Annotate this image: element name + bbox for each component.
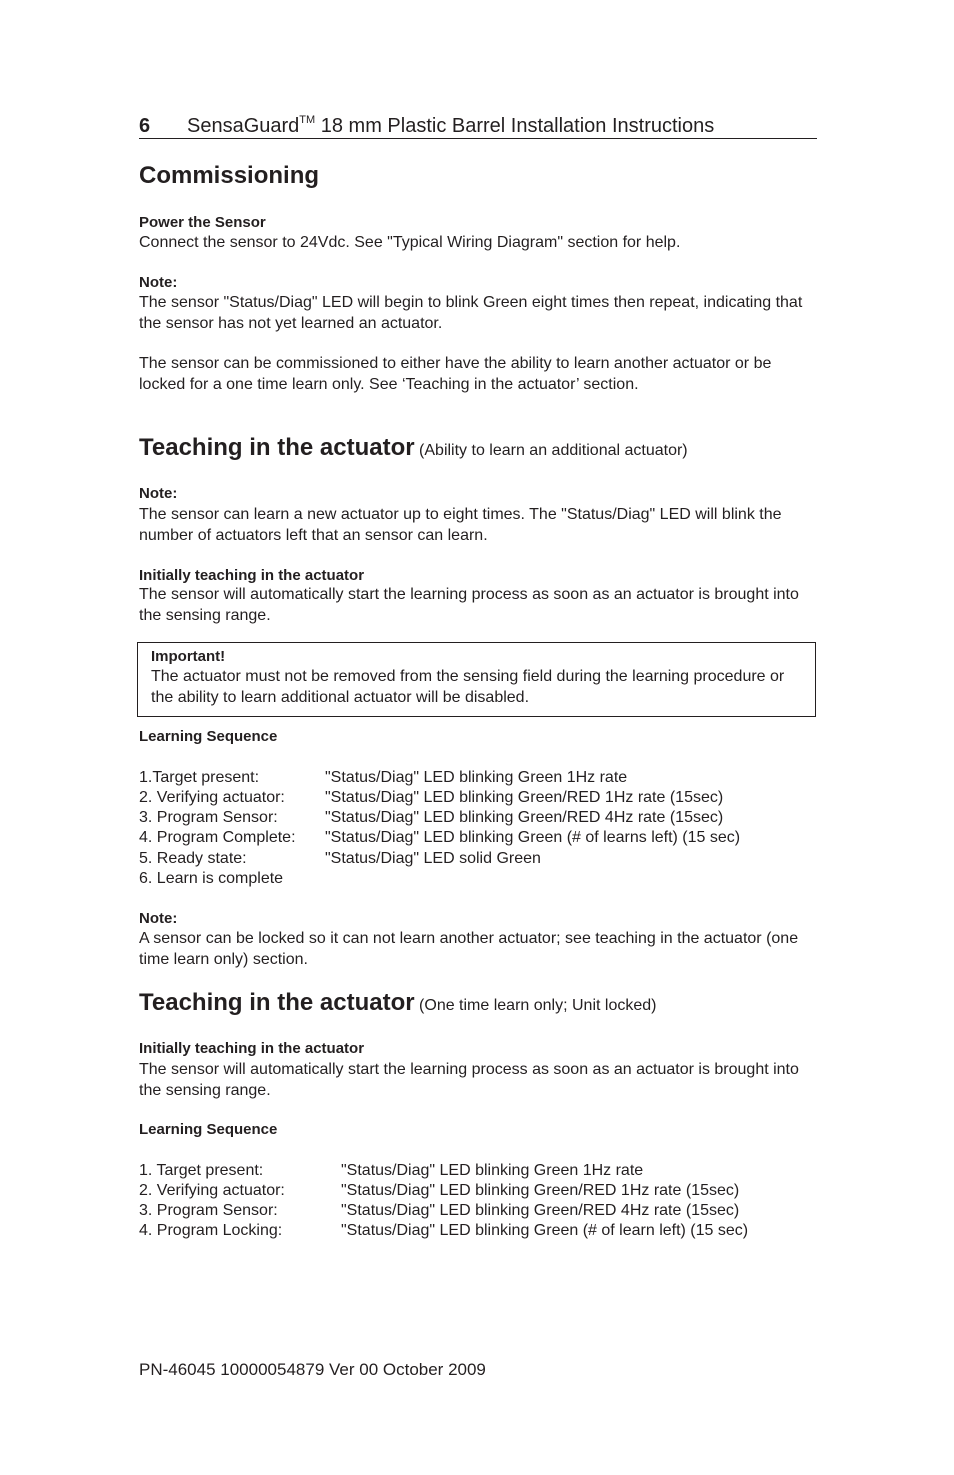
teaching-heading-additional	[139, 434, 817, 465]
note-label: Note:	[139, 274, 178, 291]
sequence-step: 3. Program Sensor:	[139, 1202, 278, 1219]
initial-teaching-heading: Initially teaching in the actuator	[139, 567, 365, 584]
teaching-heading-text: Teaching in the actuator	[139, 434, 415, 461]
sequence-step: 2. Verifying actuator:	[139, 1182, 285, 1199]
sequence-step: 6. Learn is complete	[139, 870, 284, 887]
list-item	[139, 828, 741, 848]
important-box	[137, 642, 816, 717]
page-number: 6	[139, 115, 151, 137]
important-label: Important!	[151, 648, 226, 665]
list-item	[139, 1181, 740, 1201]
sequence-step: 4. Program Locking:	[139, 1222, 283, 1239]
commissioning-heading: Commissioning	[139, 162, 320, 189]
teaching-heading-paren: (Ability to learn an additional actuator)	[414, 442, 688, 459]
learning-sequence-heading: Learning Sequence	[139, 1121, 278, 1138]
list-item	[139, 808, 724, 828]
sequence-step: 1. Target present:	[139, 1162, 264, 1179]
teaching-heading-text: Teaching in the actuator	[139, 989, 415, 1016]
sequence-step: 1.Target present:	[139, 769, 260, 786]
sequence-step: 5. Ready state:	[139, 850, 247, 867]
important-text: The actuator must not be removed from the sensing field during the learning procedure or the ability to learn additional actuator will be disabled.	[151, 668, 785, 706]
page-header	[139, 114, 817, 139]
power-sensor-text: Connect the sensor to 24Vdc. See "Typical Wiring Diagram" section for help.	[139, 234, 681, 251]
note-label: Note:	[139, 910, 178, 927]
learning-sequence-heading: Learning Sequence	[139, 728, 278, 745]
list-item	[139, 1221, 749, 1241]
teaching-heading-paren: (One time learn only; Unit locked)	[414, 997, 657, 1014]
commissioning-paragraph: The sensor can be commissioned to either have the ability to learn another actuator or be locked for a one time learn only. See ‘Teaching in the actuator’ section.	[139, 355, 772, 393]
list-item	[139, 788, 724, 808]
list-item	[139, 1161, 644, 1181]
sequence-desc: "Status/Diag" LED blinking Green/RED 4Hz rate (15sec)	[325, 809, 724, 826]
teaching-heading-locked	[139, 989, 817, 1020]
initial-teaching-text: The sensor will automatically start the learning process as soon as an actuator is brought into the sensing range.	[139, 586, 799, 624]
sequence-step: 3. Program Sensor:	[139, 809, 278, 826]
brand-name: SensaGuard	[187, 115, 300, 137]
note-text: The sensor can learn a new actuator up to eight times. The "Status/Diag" LED will blink the number of actuators left that an sensor can learn.	[139, 506, 782, 544]
list-item	[139, 849, 541, 869]
sequence-desc: "Status/Diag" LED blinking Green (# of learns left) (15 sec)	[325, 829, 741, 846]
list-item	[139, 768, 628, 788]
sequence-desc: "Status/Diag" LED blinking Green/RED 1Hz rate (15sec)	[325, 789, 724, 806]
sequence-desc: "Status/Diag" LED blinking Green 1Hz rate	[325, 769, 628, 786]
sequence-desc: "Status/Diag" LED blinking Green/RED 4Hz rate (15sec)	[341, 1202, 740, 1219]
trademark-mark: TM	[299, 114, 316, 126]
note-text: The sensor "Status/Diag" LED will begin to blink Green eight times then repeat, indicating that the sensor has not yet learned an actuator.	[139, 294, 803, 332]
page-footer: PN-46045 10000054879 Ver 00 October 2009	[139, 1360, 486, 1379]
power-sensor-heading: Power the Sensor	[139, 214, 266, 231]
list-item	[139, 1201, 740, 1221]
header-title: 18 mm Plastic Barrel Installation Instructions	[315, 115, 715, 137]
sequence-desc: "Status/Diag" LED solid Green	[325, 850, 541, 867]
note-label: Note:	[139, 485, 178, 502]
sequence-step: 2. Verifying actuator:	[139, 789, 285, 806]
initial-teaching-heading: Initially teaching in the actuator	[139, 1040, 365, 1057]
note-text: A sensor can be locked so it can not learn another actuator; see teaching in the actuator (one time learn only) section.	[139, 930, 799, 968]
initial-teaching-text: The sensor will automatically start the learning process as soon as an actuator is brought into the sensing range.	[139, 1061, 799, 1099]
sequence-step: 4. Program Complete:	[139, 829, 296, 846]
sequence-desc: "Status/Diag" LED blinking Green 1Hz rate	[341, 1162, 644, 1179]
list-item	[139, 869, 283, 889]
sequence-desc: "Status/Diag" LED blinking Green (# of learn left) (15 sec)	[341, 1222, 749, 1239]
sequence-desc: "Status/Diag" LED blinking Green/RED 1Hz rate (15sec)	[341, 1182, 740, 1199]
